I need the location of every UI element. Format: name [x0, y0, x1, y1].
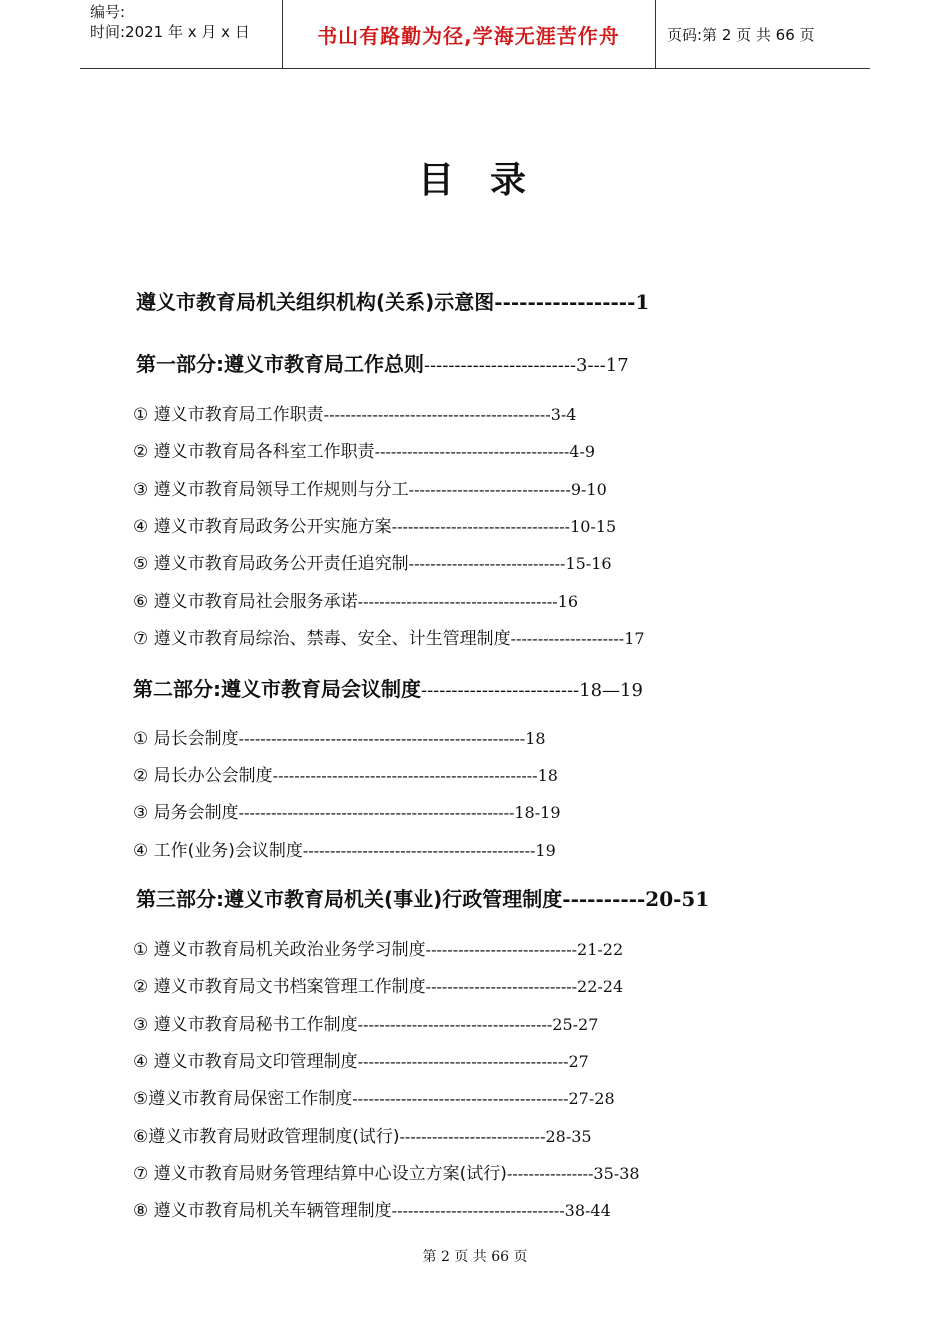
- toc-entry: [133, 836, 556, 861]
- toc-entry-text: ③ 遵义市教育局领导工作规则与分工: [133, 480, 409, 500]
- toc-entry-text: ① 遵义市教育局机关政治业务学习制度: [133, 940, 426, 960]
- toc-entry-text: ② 遵义市教育局文书档案管理工作制度: [133, 977, 426, 997]
- toc-entry-text: ⑥ 遵义市教育局社会服务承诺: [133, 592, 358, 612]
- toc-entry-text: ② 遵义市教育局各科室工作职责: [133, 442, 375, 462]
- toc-entry-page: ------------------------------9-10: [408, 480, 607, 499]
- toc-entry-page: ---------------------------28-35: [399, 1127, 592, 1146]
- toc-entry: [133, 724, 546, 749]
- toc-entry-page: ------------------------------------------3-4: [323, 405, 577, 424]
- toc-entry: [133, 1010, 598, 1035]
- toc-entry-page: ---------------------------------------27: [357, 1052, 589, 1071]
- toc-entry-page: -------------------------------------------------18: [272, 766, 558, 785]
- toc-entry-page: -------------------------3---17: [424, 355, 629, 376]
- toc-entry-text: ⑦ 遵义市教育局综治、禁毒、安全、计生管理制度: [133, 629, 511, 649]
- toc-entry: [133, 761, 558, 786]
- toc-entry: [136, 348, 629, 377]
- toc-entry-page: ------------------------------------4-9: [374, 442, 596, 461]
- toc-entry-page: ----------------------------------------27-28: [352, 1089, 615, 1108]
- header-motto: 书山有路勤为径,学海无涯苦作舟: [317, 24, 620, 48]
- toc-entry: [133, 400, 576, 425]
- toc-entry: [133, 1196, 611, 1221]
- toc-entry: [133, 1122, 592, 1147]
- toc-entry-text: ① 遵义市教育局工作职责: [133, 405, 324, 425]
- toc-entry-page: -----------------1: [494, 290, 650, 314]
- page-footer: 第 2 页 共 66 页: [422, 1249, 528, 1265]
- toc-entry: [133, 1047, 589, 1072]
- toc-entry-text: ③ 遵义市教育局秘书工作制度: [133, 1015, 358, 1035]
- toc-entry-text: ⑧ 遵义市教育局机关车辆管理制度: [133, 1201, 392, 1221]
- document-number-label: 编号:: [90, 3, 126, 21]
- toc-entry-page: ----------------------------22-24: [425, 977, 624, 996]
- toc-entry-page: ----------20-51: [562, 887, 710, 911]
- toc-entry-page: --------------------------18—19: [421, 680, 643, 701]
- toc-entry-page: ---------------------------------------------------18-19: [238, 803, 561, 822]
- toc-entry-text: ⑤ 遵义市教育局政务公开责任追究制: [133, 554, 409, 574]
- header-page-info: 页码:第 2 页 共 66 页: [667, 26, 815, 44]
- toc-entry-text: ⑥遵义市教育局财政管理制度(试行): [133, 1127, 400, 1147]
- toc-entry-text: ④ 工作(业务)会议制度: [133, 841, 303, 861]
- toc-entry-text: ⑦ 遵义市教育局财务管理结算中心设立方案(试行): [133, 1164, 507, 1184]
- toc-entry-page: --------------------------------38-44: [391, 1201, 611, 1220]
- toc-entry: [133, 475, 607, 500]
- toc-entry-page: -------------------------------------16: [357, 592, 579, 611]
- page-header: [80, 0, 870, 69]
- toc-entry: [133, 549, 612, 574]
- toc-entry: [133, 587, 578, 612]
- header-meta-cell: [80, 0, 283, 68]
- header-motto-cell: [282, 0, 656, 68]
- toc-entry-text: 遵义市教育局机关组织机构(关系)示意图: [136, 290, 495, 314]
- toc-entry-text: ⑤遵义市教育局保密工作制度: [133, 1089, 353, 1109]
- toc-entry-page: ------------------------------------25-27: [357, 1015, 599, 1034]
- header-page-cell: [655, 0, 870, 68]
- toc-entry-text: ③ 局务会制度: [133, 803, 239, 823]
- document-time-label: 时间:2021 年 x 月 x 日: [90, 23, 250, 41]
- toc-entry-text: ④ 遵义市教育局政务公开实施方案: [133, 517, 392, 537]
- toc-entry: [133, 935, 623, 960]
- toc-entry-page: -------------------------------------------19: [302, 841, 556, 860]
- toc-entry: [136, 286, 649, 315]
- toc-entry: [133, 512, 616, 537]
- toc-entry-page: -----------------------------------------------------18: [238, 729, 546, 748]
- toc-entry-text: ② 局长办公会制度: [133, 766, 273, 786]
- toc-entry-page: ---------------------------------10-15: [391, 517, 617, 536]
- toc-entry-text: 第一部分:遵义市教育局工作总则: [136, 352, 424, 376]
- toc-entry-page: ----------------------------21-22: [425, 940, 624, 959]
- toc-entry-page: -----------------------------15-16: [408, 554, 612, 573]
- toc-entry-text: ① 局长会制度: [133, 729, 239, 749]
- toc-entry: [133, 624, 645, 649]
- toc-entry-text: 第三部分:遵义市教育局机关(事业)行政管理制度: [136, 887, 563, 911]
- toc-entry: [133, 972, 623, 997]
- toc-entry: [136, 883, 709, 912]
- toc-entry-text: ④ 遵义市教育局文印管理制度: [133, 1052, 358, 1072]
- toc-entry: [133, 673, 643, 702]
- toc-entry: [133, 437, 595, 462]
- toc-entry: [133, 1159, 640, 1184]
- toc-entry: [133, 798, 561, 823]
- toc-entry-page: ---------------------17: [510, 629, 645, 648]
- toc-entry: [133, 1084, 615, 1109]
- page-title: 目录: [417, 160, 562, 201]
- toc-entry-page: ----------------35-38: [506, 1164, 640, 1183]
- toc-entry-text: 第二部分:遵义市教育局会议制度: [133, 677, 421, 701]
